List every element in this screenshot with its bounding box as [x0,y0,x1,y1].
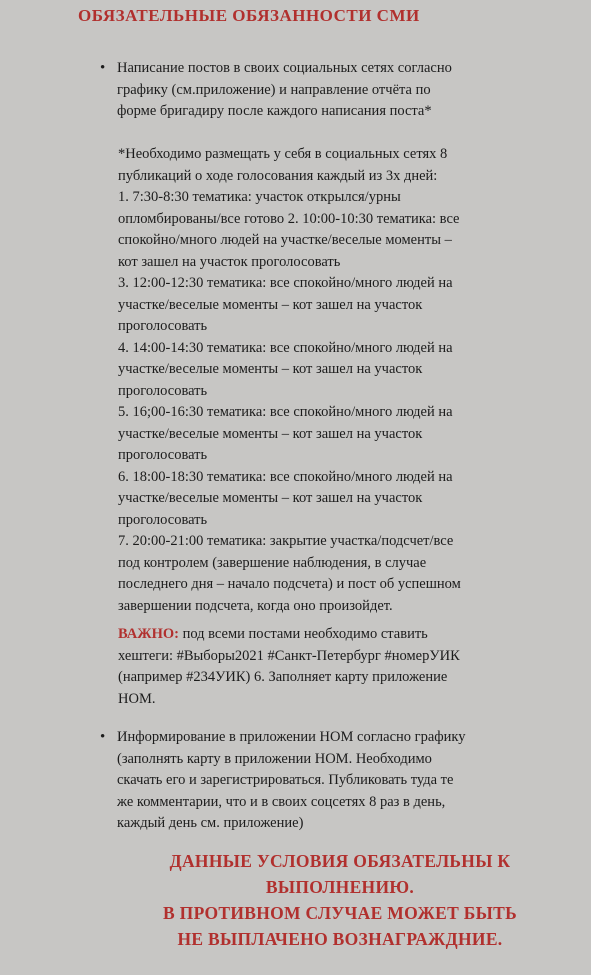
bullet-line: (заполнять карту в приложении НОМ. Необходимо [117,750,432,767]
bullet-item-nom-app [100,727,577,835]
note-line: 3. 12:00-12:30 тематика: все спокойно/много людей на [118,275,453,291]
important-line: НОМ. [118,690,156,707]
important-label: ВАЖНО: [118,626,179,642]
note-line: *Необходимо размещать у себя в социальных сетях 8 [118,146,448,162]
schedule-note [118,144,558,617]
bullet-item-posting [100,58,577,123]
note-line: проголосовать [118,318,208,334]
bullet-line: Написание постов в своих социальных сетях согласно [117,60,452,76]
important-notice [118,624,558,710]
note-line: последнего дня – начало подсчета) и пост об успешном [118,576,461,592]
bullet-line: скачать его и зарегистрироваться. Публиковать туда те [117,772,454,788]
note-line: участке/веселые моменты – кот зашел на участок [118,296,423,313]
bullet-line: форме бригадиру после каждого написания поста* [117,103,432,119]
footer-line: В ПРОТИВНОМ СЛУЧАЕ МОЖЕТ БЫТЬ [163,903,517,923]
note-line: 6. 18:00-18:30 тематика: все спокойно/много людей на [118,468,453,485]
note-line: проголосовать [118,382,208,399]
note-line: участке/веселые моменты – кот зашел на участок [118,361,423,377]
footer-line: ДАННЫЕ УСЛОВИЯ ОБЯЗАТЕЛЬНЫ К [169,851,511,871]
note-line: завершении подсчета, когда оно произойдет. [118,597,393,614]
page-title: ОБЯЗАТЕЛЬНЫЕ ОБЯЗАННОСТИ СМИ [78,6,420,25]
footer-line: НЕ ВЫПЛАЧЕНО ВОЗНАГРАЖДНИЕ. [177,929,503,949]
bullet-icon: • [100,729,106,745]
bullet-line: графику (см.приложение) и направление отчёта по [117,81,431,98]
important-text: под всеми постами необходимо ставить [178,626,428,642]
note-line: участке/веселые моменты – кот зашел на участок [118,425,423,442]
note-line: под контролем (завершение наблюдения, в случае [118,554,427,571]
note-line: 4. 14:00-14:30 тематика: все спокойно/много людей на [118,339,453,356]
note-line: проголосовать [118,511,208,528]
note-line: 7. 20:00-21:00 тематика: закрытие участка/подсчет/все [118,533,454,549]
note-line: 5. 16;00-16:30 тематика: все спокойно/много людей на [118,404,453,420]
bullet-line: Информирование в приложении НОМ согласно графику [117,729,466,745]
bullet-line: каждый день см. приложение) [117,815,304,831]
warning-footer [70,848,591,952]
note-line: проголосовать [118,447,208,463]
note-line: 1. 7:30-8:30 тематика: участок открылся/урны [118,189,401,205]
footer-line: ВЫПОЛНЕНИЮ. [265,877,415,897]
note-line: опломбированы/все готово 2. 10:00-10:30 тематика: все [118,210,460,227]
important-line: (например #234УИК) 6. Заполняет карту приложение [118,669,448,685]
note-line: публикаций о ходе голосования каждый из 3х дней: [118,167,438,184]
note-line: кот зашел на участок проголосовать [118,253,341,270]
bullet-line: же комментарии, что и в своих соцсетях 8 раз в день, [117,793,446,810]
note-line: участке/веселые моменты – кот зашел на участок [118,490,423,506]
bullet-icon: • [100,60,106,76]
important-line: хештеги: #Выборы2021 #Санкт-Петербург #номерУИК [118,647,460,664]
note-line: спокойно/много людей на участке/веселые моменты – [118,232,452,248]
